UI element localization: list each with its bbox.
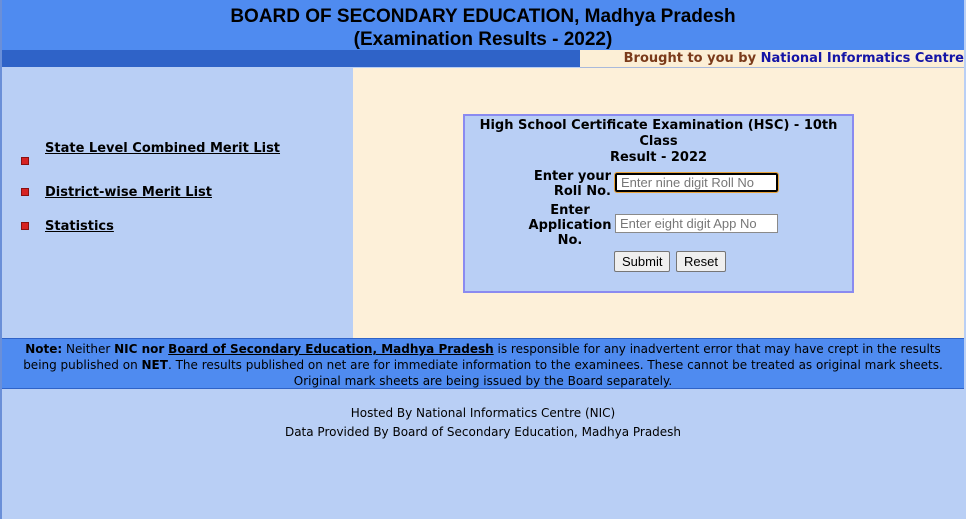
app-no-label-line3: No. [557, 233, 583, 248]
footer-data-provided-by: Data Provided By Board of Secondary Education, Madhya Pradesh [284, 425, 682, 439]
credit-prefix: Brought to you by [623, 51, 757, 66]
submit-button[interactable]: Submit [614, 251, 670, 272]
app-no-label [505, 203, 623, 248]
sidebar-item-state-merit-list[interactable]: State Level Combined Merit List [45, 141, 281, 156]
app-no-label-line2: Application [528, 218, 612, 233]
footer-hosted-by: Hosted By National Informatics Centre (NIC) [350, 406, 616, 420]
page-header [2, 0, 964, 50]
bullet-icon [21, 157, 29, 165]
credit-bar [580, 50, 964, 68]
roll-no-label-line1: Enter your [533, 169, 611, 184]
app-no-label-line1: Enter [550, 203, 590, 218]
roll-no-label [505, 169, 611, 199]
note-net: NET [141, 358, 168, 372]
page-title: BOARD OF SECONDARY EDUCATION, Madhya Pradesh [230, 6, 736, 27]
application-no-input[interactable] [615, 214, 778, 233]
result-form [463, 114, 854, 293]
header-strip [2, 50, 580, 67]
form-title-line2: Result - 2022 [609, 150, 708, 165]
note-board-link[interactable]: Board of Secondary Education, Madhya Pradesh [168, 342, 494, 356]
bullet-icon [21, 188, 29, 196]
credit-org: National Informatics Centre [760, 51, 964, 66]
disclaimer-note [2, 338, 964, 389]
form-title-line1: High School Certificate Examination (HSC) - 10th Class [479, 118, 838, 149]
note-text: Neither [62, 342, 115, 356]
page-footer [2, 404, 964, 442]
sidebar-item-statistics[interactable]: Statistics [45, 219, 114, 234]
sidebar [2, 68, 353, 338]
page-subtitle: (Examination Results - 2022) [353, 29, 613, 50]
roll-no-input[interactable] [615, 173, 778, 192]
reset-button[interactable]: Reset [676, 251, 726, 272]
note-text: is responsible for any inadvertent error that may have crept in the results being published on [23, 342, 941, 372]
roll-no-label-line2: Roll No. [553, 184, 611, 199]
form-title [465, 118, 852, 166]
note-label: Note: [25, 342, 63, 356]
sidebar-item-district-merit-list[interactable]: District-wise Merit List [45, 185, 212, 200]
bullet-icon [21, 222, 29, 230]
note-text: . The results published on net are for immediate information to the examinees. These cannot be treated as original mark sheets. Original mark sheets are being issued by the Board separately. [167, 358, 943, 388]
note-nic: NIC nor [114, 342, 165, 356]
